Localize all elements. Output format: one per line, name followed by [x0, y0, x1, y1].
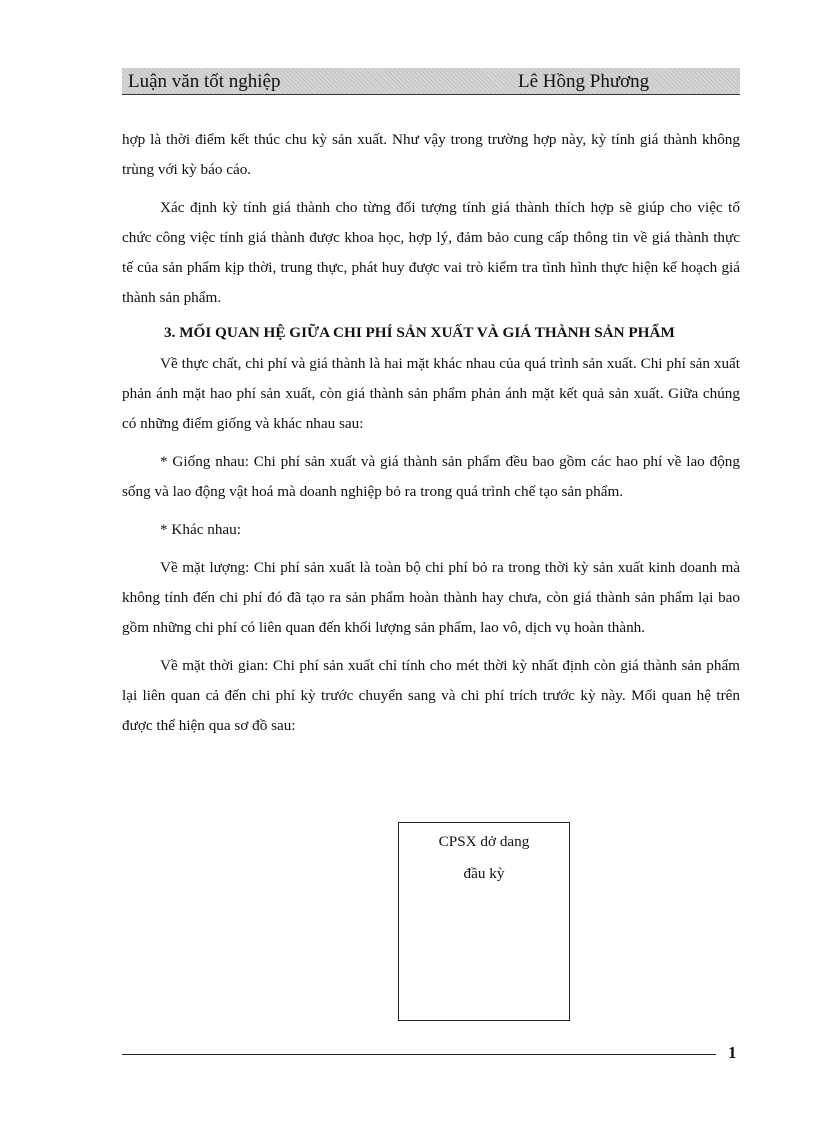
paragraph-2: Xác định kỳ tính giá thành cho từng đối tượng tính giá thành thích hợp sẽ giúp cho việc tổ chức công việc tính giá thành được khoa học, hợp lý, đảm bảo cung cấp thông tin về giá thành thực tế của sản phẩm kịp thời, trung thực, phát huy được vai trò kiểm tra tình hình thực hiện kế hoạch giá thành sản phẩm. [122, 199, 740, 306]
paragraph-6: Về mặt lượng: Chi phí sản xuất là toàn bộ chi phí bỏ ra trong thời kỳ sản xuất kinh doanh mà không tính đến chi phí đó đã tạo ra sản phẩm hoàn thành hay chưa, còn giá thành sản phẩm lại bao gồm những chi phí có liên quan đến khối lượng sản phẩm, lao vô, dịch vụ hoàn thành. [122, 559, 740, 636]
document-body [122, 125, 740, 749]
header-author-name: Lê Hồng Phương [518, 71, 650, 92]
page-header [122, 68, 740, 95]
diagram-line-2: đầu kỳ [463, 865, 505, 882]
paragraph-4: * Giống nhau: Chi phí sản xuất và giá thành sản phẩm đều bao gồm các hao phí về lao động sống và lao động vật hoá mà doanh nghiệp bỏ ra trong quá trình chế tạo sản phẩm. [122, 453, 740, 500]
page-number: 1 [728, 1043, 737, 1062]
paragraph-1: hợp là thời điểm kết thúc chu kỳ sản xuất. Như vậy trong trường hợp này, kỳ tính giá thành không trùng với kỳ báo cáo. [122, 131, 740, 178]
paragraph-7: Về mặt thời gian: Chi phí sản xuất chỉ tính cho mét thời kỳ nhất định còn giá thành sản phẩm lại liên quan cả đến chi phí kỳ trước chuyển sang và chi phí trích trước kỳ này. Mối quan hệ trên được thể hiện qua sơ đồ sau: [122, 657, 740, 734]
diagram-box-opening-wip [398, 822, 570, 1021]
section-heading: 3. MỐI QUAN HỆ GIỮA CHI PHÍ SẢN XUẤT VÀ GIÁ THÀNH SẢN PHẨM [164, 324, 675, 341]
footer-divider [122, 1054, 716, 1055]
paragraph-5: * Khác nhau: [160, 521, 241, 538]
header-thesis-title: Luận văn tốt nghiệp [128, 71, 281, 92]
diagram-line-1: CPSX dở dang [438, 833, 530, 850]
paragraph-3: Về thực chất, chi phí và giá thành là hai mặt khác nhau của quá trình sản xuất. Chi phí sản xuất phản ánh mặt hao phí sản xuất, còn giá thành sản phẩm phản ánh mặt kết quả sản xuất. Giữa chúng có những điểm giống và khác nhau sau: [122, 355, 740, 432]
